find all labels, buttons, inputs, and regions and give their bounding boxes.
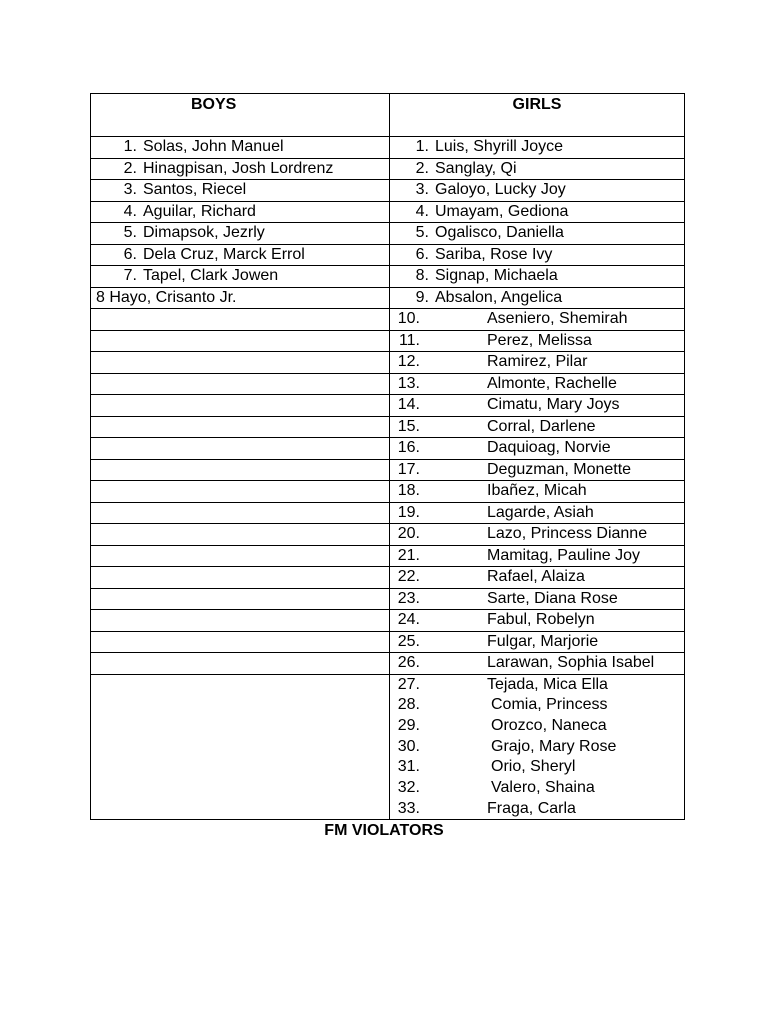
boys-cell xyxy=(91,631,390,653)
boy-name: Hinagpisan, Josh Lordrenz xyxy=(143,159,334,177)
girl-name: Fabul, Robelyn xyxy=(487,611,595,629)
girl-number: 24. xyxy=(397,611,420,629)
boys-cell xyxy=(91,266,390,288)
table-row xyxy=(91,352,685,374)
boys-cell xyxy=(91,330,390,352)
boy-number: 4. xyxy=(123,202,137,220)
boys-cell xyxy=(91,567,390,589)
boy-name: Tapel, Clark Jowen xyxy=(143,267,279,285)
girls-cell xyxy=(390,223,685,245)
table-row xyxy=(91,502,685,524)
list-item xyxy=(390,737,684,758)
girl-number: 9. xyxy=(415,288,429,306)
table-row xyxy=(91,137,685,159)
girl-number: 21. xyxy=(397,546,420,564)
girl-name: Ibañez, Micah xyxy=(487,482,587,500)
boys-cell xyxy=(91,588,390,610)
boy-number: 5. xyxy=(123,224,137,242)
table-row xyxy=(91,287,685,309)
girls-cell xyxy=(390,567,685,589)
list-item xyxy=(390,716,684,737)
table-row xyxy=(91,653,685,675)
table-row xyxy=(91,545,685,567)
boy-number: 6. xyxy=(123,245,137,263)
girl-name: Corral, Darlene xyxy=(487,417,596,435)
boys-cell xyxy=(91,438,390,460)
girl-name: Sarte, Diana Rose xyxy=(487,589,618,607)
table-row xyxy=(91,459,685,481)
boys-cell xyxy=(91,610,390,632)
girl-name: Orio, Sheryl xyxy=(491,758,576,776)
girl-name: Tejada, Mica Ella xyxy=(487,675,608,693)
girl-number: 23. xyxy=(397,589,420,607)
girl-number: 25. xyxy=(397,632,420,650)
girls-cell xyxy=(390,502,685,524)
girl-name: Orozco, Naneca xyxy=(491,716,607,734)
table-row xyxy=(91,180,685,202)
girl-number: 32. xyxy=(397,778,420,796)
girls-cell xyxy=(390,352,685,374)
boys-cell xyxy=(91,545,390,567)
boys-cell xyxy=(91,158,390,180)
girl-name: Larawan, Sophia Isabel xyxy=(487,654,655,672)
table-row xyxy=(91,631,685,653)
girl-name: Almonte, Rachelle xyxy=(487,374,617,392)
girls-cell xyxy=(390,158,685,180)
boy-entry: 8 Hayo, Crisanto Jr. xyxy=(96,288,237,306)
table-row xyxy=(91,481,685,503)
girl-number: 18. xyxy=(397,482,420,500)
girl-number: 28. xyxy=(397,696,420,714)
girls-cell xyxy=(390,524,685,546)
table-row xyxy=(91,373,685,395)
boy-number: 7. xyxy=(123,267,137,285)
boys-cell xyxy=(91,395,390,417)
girl-number: 22. xyxy=(397,568,420,586)
boy-number: 1. xyxy=(123,138,137,156)
girl-number: 27. xyxy=(397,675,420,693)
table-row xyxy=(91,158,685,180)
table-row xyxy=(91,244,685,266)
girls-cell xyxy=(390,653,685,675)
girl-number: 1. xyxy=(415,138,429,156)
table-row xyxy=(91,524,685,546)
girl-number: 5. xyxy=(415,224,429,242)
girl-number: 29. xyxy=(397,716,420,734)
girl-name: Lazo, Princess Dianne xyxy=(487,525,648,543)
boys-cell xyxy=(91,459,390,481)
girls-cell xyxy=(390,330,685,352)
boys-cell xyxy=(91,653,390,675)
girl-number: 17. xyxy=(397,460,420,478)
girls-cell xyxy=(390,631,685,653)
girls-cell xyxy=(390,416,685,438)
boy-name: Santos, Riecel xyxy=(143,181,247,199)
girl-number: 4. xyxy=(415,202,429,220)
girls-cell xyxy=(390,588,685,610)
boys-cell xyxy=(91,502,390,524)
girl-name: Umayam, Gediona xyxy=(435,202,569,220)
boys-cell xyxy=(91,180,390,202)
document-caption: FM VIOLATORS xyxy=(324,822,444,839)
girl-name: Perez, Melissa xyxy=(487,331,592,349)
girls-cell-multi xyxy=(390,674,685,820)
list-item xyxy=(390,757,684,778)
table-row xyxy=(91,610,685,632)
girls-header-text: GIRLS xyxy=(512,96,562,113)
girl-name: Aseniero, Shemirah xyxy=(487,310,628,328)
girl-name: Valero, Shaina xyxy=(491,778,595,796)
girl-number: 12. xyxy=(397,353,420,371)
boys-cell xyxy=(91,416,390,438)
list-item xyxy=(390,799,684,820)
girl-name: Grajo, Mary Rose xyxy=(491,737,617,755)
boy-name: Dela Cruz, Marck Errol xyxy=(143,245,305,263)
girl-number: 30. xyxy=(397,737,420,755)
girls-cell xyxy=(390,545,685,567)
table-body xyxy=(91,137,685,820)
table-row xyxy=(91,438,685,460)
girl-name: Ramirez, Pilar xyxy=(487,353,588,371)
girls-cell xyxy=(390,610,685,632)
girl-number: 31. xyxy=(397,758,420,776)
girl-number: 13. xyxy=(397,374,420,392)
girl-number: 6. xyxy=(415,245,429,263)
table-row xyxy=(91,223,685,245)
girl-number: 19. xyxy=(397,503,420,521)
boy-number: 3. xyxy=(123,181,137,199)
girl-number: 20. xyxy=(397,525,420,543)
girl-name: Fulgar, Marjorie xyxy=(487,632,599,650)
boy-number: 2. xyxy=(123,159,137,177)
girls-cell xyxy=(390,373,685,395)
table-row xyxy=(91,674,685,820)
list-item xyxy=(390,778,684,799)
girl-name: Deguzman, Monette xyxy=(487,460,632,478)
girl-number: 8. xyxy=(415,267,429,285)
girl-name: Mamitag, Pauline Joy xyxy=(487,546,640,564)
boys-cell xyxy=(91,287,390,309)
girl-name: Fraga, Carla xyxy=(487,799,576,817)
boy-name: Solas, John Manuel xyxy=(143,138,284,156)
boys-cell xyxy=(91,201,390,223)
girls-cell xyxy=(390,266,685,288)
girls-cell xyxy=(390,137,685,159)
girl-name: Sanglay, Qi xyxy=(435,159,517,177)
boys-cell xyxy=(91,223,390,245)
girls-cell xyxy=(390,395,685,417)
girl-number: 26. xyxy=(397,654,420,672)
girl-number: 2. xyxy=(415,159,429,177)
girls-cell xyxy=(390,438,685,460)
girls-header xyxy=(390,94,685,137)
girl-number: 15. xyxy=(397,417,420,435)
girls-cell xyxy=(390,244,685,266)
table-row xyxy=(91,567,685,589)
boys-cell xyxy=(91,309,390,331)
table-row xyxy=(91,309,685,331)
girl-name: Comia, Princess xyxy=(491,696,608,714)
girls-cell xyxy=(390,180,685,202)
table-row xyxy=(91,416,685,438)
girl-name: Signap, Michaela xyxy=(435,267,558,285)
girl-name: Daquioag, Norvie xyxy=(487,439,611,457)
girl-name: Cimatu, Mary Joys xyxy=(487,396,620,414)
girls-cell xyxy=(390,287,685,309)
girl-name: Rafael, Alaiza xyxy=(487,568,585,586)
girl-name: Ogalisco, Daniella xyxy=(435,224,564,242)
boys-header xyxy=(91,94,390,137)
girls-cell xyxy=(390,309,685,331)
girl-name: Lagarde, Asiah xyxy=(487,503,594,521)
table-row xyxy=(91,330,685,352)
boy-name: Aguilar, Richard xyxy=(143,202,256,220)
boys-cell xyxy=(91,137,390,159)
table-row xyxy=(91,201,685,223)
table-row xyxy=(91,588,685,610)
girls-cell xyxy=(390,481,685,503)
boys-cell xyxy=(91,481,390,503)
boys-cell xyxy=(91,352,390,374)
girl-number: 11. xyxy=(398,331,420,349)
boys-cell xyxy=(91,373,390,395)
girl-number: 16. xyxy=(397,439,420,457)
girl-name: Sariba, Rose Ivy xyxy=(435,245,553,263)
girls-cell xyxy=(390,201,685,223)
boys-cell xyxy=(91,524,390,546)
list-item xyxy=(390,675,684,696)
boys-cell-empty xyxy=(91,674,390,820)
table-row xyxy=(91,266,685,288)
girl-name: Luis, Shyrill Joyce xyxy=(435,138,564,156)
boy-name: Dimapsok, Jezrly xyxy=(143,224,265,242)
boys-header-text: BOYS xyxy=(191,96,237,113)
girl-name: Absalon, Angelica xyxy=(435,288,563,306)
table-row xyxy=(91,395,685,417)
girls-cell xyxy=(390,459,685,481)
violators-table xyxy=(90,93,685,820)
girl-number: 14. xyxy=(397,396,420,414)
girl-name: Galoyo, Lucky Joy xyxy=(435,181,566,199)
girl-number: 10. xyxy=(397,310,420,328)
list-item xyxy=(390,695,684,716)
boys-cell xyxy=(91,244,390,266)
girl-number: 33. xyxy=(397,799,420,817)
girl-number: 3. xyxy=(415,181,429,199)
